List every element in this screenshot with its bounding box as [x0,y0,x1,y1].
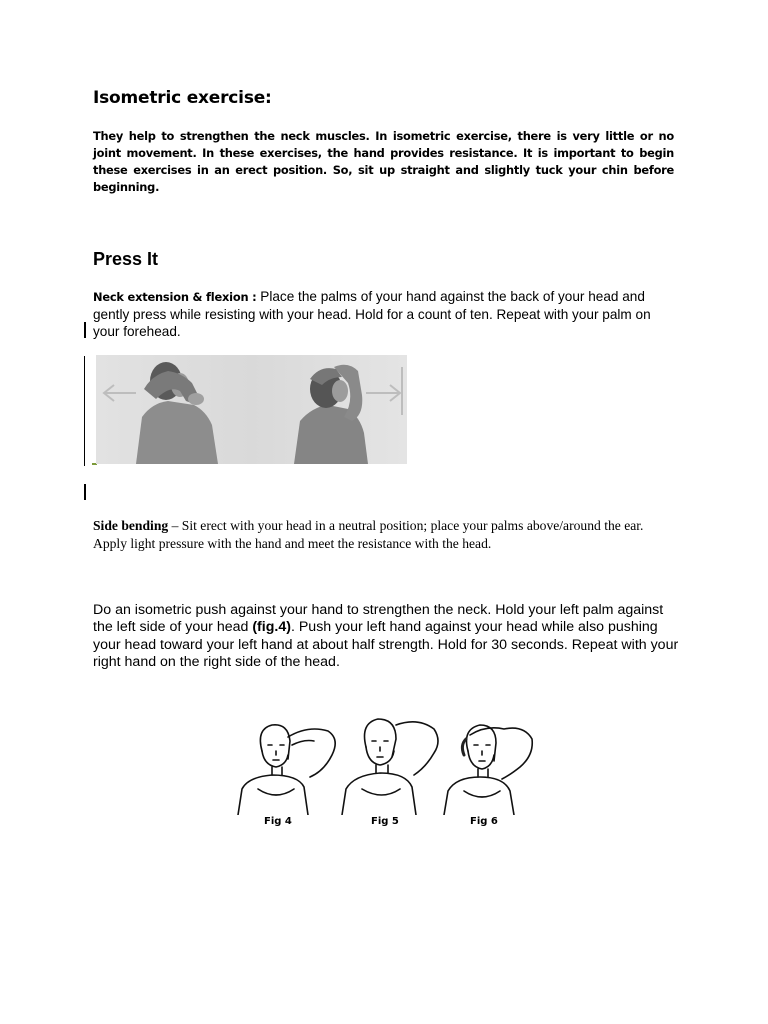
isometric-push-paragraph [93,602,683,672]
isometric-text-2: . Push your left hand against your head while also pushing your head toward your left hand at about half strength. Hold for 30 seconds. Repeat with your right hand on the right side of the head. [93,619,679,671]
arrow-right-icon [366,367,402,415]
person-figure [136,362,218,464]
neck-extension-paragraph [93,288,678,340]
woman-figure [238,725,335,815]
press-it-heading: Press It [93,249,159,269]
arrow-left-icon [104,385,136,401]
fig-4-label: Fig 4 [264,816,292,827]
fig-reference: (fig.4) [252,619,291,636]
figure-strip [232,715,536,835]
text-cursor-mark [84,322,86,338]
side-bending-paragraph [93,517,678,553]
text-cursor-mark [84,484,86,500]
isometric-text-1: Do an isometric push against your hand to strengthen the neck. Hold your left palm against the left side of your head [93,602,664,636]
person-figure [294,365,368,464]
intro-paragraph: They help to strengthen the neck muscles. In isometric exercise, there is very little or no joint movement. In these exercises, the hand provides resistance. It is important to begin these exercises in an erect position. So, sit up straight and slightly tuck your chin before beginning. [93,129,674,194]
neck-exercise-photo [96,355,407,464]
fig-5-label: Fig 5 [371,816,399,827]
neck-extension-text: Place the palms of your hand against the back of your head and gently press while resisting with your head. Hold for a count of ten. Repeat with your palm on your forehead. [93,289,651,339]
side-bending-lead: Side bending [93,518,169,533]
neck-extension-lead: Neck extension & flexion : [93,290,257,304]
woman-figure [444,725,532,815]
margin-line [84,356,85,466]
section-heading: Isometric exercise: [93,88,272,108]
neck-exercise-illustration [96,355,407,464]
side-bending-illustration [232,715,536,815]
side-bending-text: – Sit erect with your head in a neutral position; place your palms above/around the ear. Apply light pressure with the hand and meet the resistance with the head. [93,518,644,551]
fig-6-label: Fig 6 [470,816,498,827]
woman-figure [342,719,438,815]
